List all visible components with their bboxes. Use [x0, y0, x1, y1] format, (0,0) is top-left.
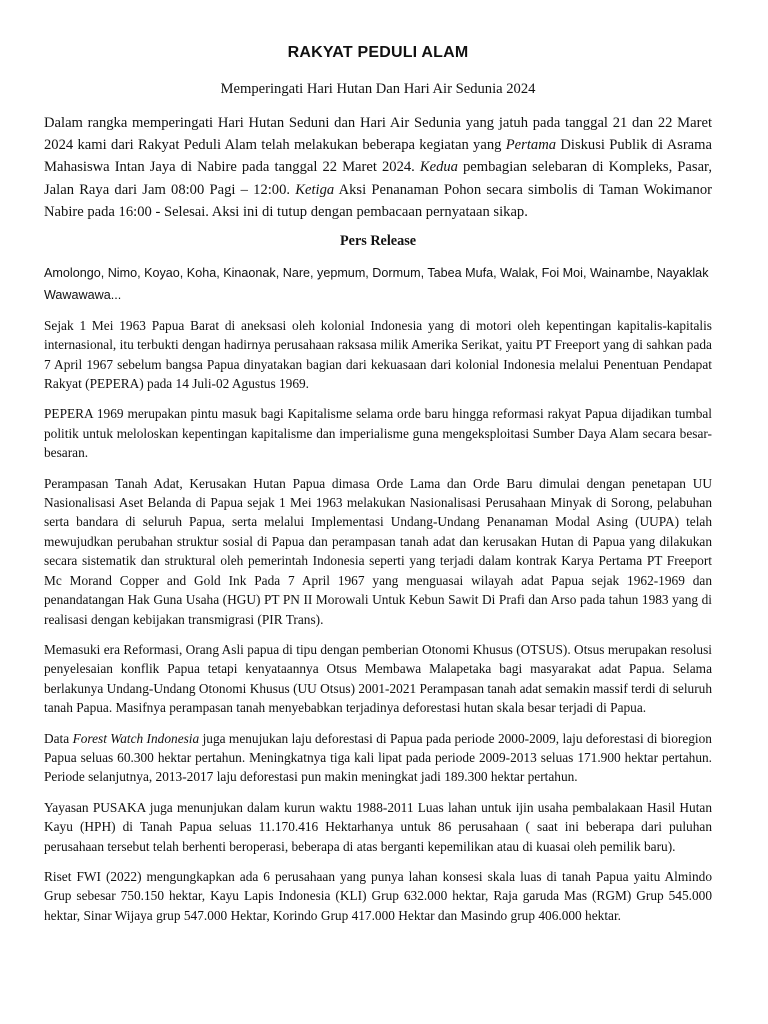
- document-subtitle: Memperingati Hari Hutan Dan Hari Air Sedunia 2024: [220, 81, 536, 97]
- body-paragraph-3: Perampasan Tanah Adat, Kerusakan Hutan Papua dimasa Orde Lama dan Orde Baru dimulai dengan penetapan UU Nasionalisasi Aset Belanda di Papua sejak 1 Mei 1963 melakukan Nasionalisasi Perusahaan Minyak di Sorong, pelabuhan serta bandara di seluruh Papua, serta melalui Implementasi Undang-Undang Penanaman Modal Asing (UUPA) telah mewujudkan perubahan struktur sosial di Papua dan perampasan tanah adat dan kerusakan Hutan di Papua yang dilakukan secara sistematik dan struktural oleh pemerintah Indonesia seperti yang terjadi dalam kontrak Karya Pertama PT Freeport Mc Morand Copper and Gold Ink Pada 7 April 1967 yang menguasai wilayah adat Papua sejak 1962-1969 dan penandatangan Hak Guna Usaha (HGU) PT PN II Morowali Untuk Kebun Sawit Di Prafi dan Arso pada tahun 1983 yang di realisasi dengan kebijakan transmigrasi (PIR Trans).: [44, 475, 712, 627]
- intro-text-3: pembagian selebaran di Kompleks, Pasar, Jalan Raya dari Jam 08:00 Pagi – 12:00.: [44, 159, 712, 198]
- body-paragraph-4: Memasuki era Reformasi, Orang Asli papua di tipu dengan pemberian Otonomi Khusus (OTSUS). Otsus merupakan resolusi penyelesaian konflik Papua tetapi kenyataannya Otsus Membawa Malapetaka bagi masyarakat adat Papua. Selama berlakunya Undang-Undang Otonomi Khusus (UU Otsus) 2001-2021 Perampasan tanah adat semakin massif terdi di seluruh tanah Papua. Masifnya perampasan tanah menyebabkan terjadinya deforestasi hutan skala besar terjadi di Papua.: [44, 641, 712, 716]
- intro-emphasis-pertama: Pertama: [505, 137, 557, 154]
- body-paragraph-5: [44, 729, 712, 787]
- body-paragraph-2: PEPERA 1969 merupakan pintu masuk bagi Kapitalisme selama orde baru hingga reformasi rakyat Papua dijadikan tumbal politik untuk meloloskan kepentingan kapitalisme dan imperialisme guna mengeksploitasi Sumber Daya Alam secara besar-besaran.: [44, 406, 712, 461]
- body-paragraph-1: Sejak 1 Mei 1963 Papua Barat di aneksasi oleh kolonial Indonesia yang di motori oleh kepentingan kapitalis-kapitalis internasional, itu terbukti dengan hadirnya perusahaan raksasa milik Amerika Serikat, yaitu PT Freeport yang di sahkan pada 7 April 1967 sebelum bangsa Papua dinyatakan bagian dari kekuasaan dari kolonial Indonesia melalui Penentuan Pendapat Rakyat (PEPERA) pada 14 Juli-02 Agustus 1969.: [44, 317, 712, 392]
- body-paragraph-6: Yayasan PUSAKA juga menunjukan dalam kurun waktu 1988-2011 Luas lahan untuk ijin usaha pembalakaan Hasil Hutan Kayu (HPH) di Tanah Papua seluas 11.170.416 Hektarhanya untuk 86 perusahaan ( saat ini beberapa dari puluhan perusahaan tersebut telah berhenti beroperasi, beberapa di atas berganti kepemilikan atau di kuasai oleh pemilik baru).: [44, 799, 712, 854]
- intro-emphasis-kedua: Kedua: [419, 159, 458, 176]
- intro-emphasis-ketiga: Ketiga: [295, 181, 335, 198]
- p5-text-1: Data: [44, 730, 73, 746]
- intro-text-1: Dalam rangka memperingati Hari Hutan Seduni dan Hari Air Sedunia yang jatuh pada tanggal 21 dan 22 Maret 2024 kami dari Rakyat Peduli Alam telah melakukan beberapa kegiatan yang: [44, 115, 712, 154]
- document-title: RAKYAT PEDULI ALAM: [287, 44, 469, 61]
- p5-text-2: juga menujukan laju deforestasi di Papua pada periode 2000-2009, laju deforestasi di bioregion Papua seluas 60.300 hektar pertahun. Meningkatnya tiga kali lipat pada periode 2009-2013 seluas 171.900 hektar pertahun. Periode selanjutnya, 2013-2017 laju deforestasi pun makin meningkat jadi 189.300 hektar pertahun.: [44, 730, 712, 785]
- intro-text-2: Diskusi Publik di Asrama Mahasiswa Intan Jaya di Nabire pada tanggal 22 Maret 2024.: [44, 137, 712, 176]
- p5-emphasis-fwi: Forest Watch Indonesia: [72, 730, 200, 746]
- greeting-paragraph: Amolongo, Nimo, Koyao, Koha, Kinaonak, Nare, yepmum, Dormum, Tabea Mufa, Walak, Foi Moi, Wainambe, Nayaklak Wawawawa...: [44, 266, 709, 303]
- intro-text-4: Aksi Penanaman Pohon secara simbolis di Taman Wokimanor Nabire pada 16:00 - Selesai. Aksi ini di tutup dengan pembacaan pernyataan sikap.: [44, 181, 712, 220]
- intro-paragraph: [44, 112, 712, 223]
- pers-release-heading: Pers Release: [339, 233, 417, 250]
- body-paragraph-7: Riset FWI (2022) mengungkapkan ada 6 perusahaan yang punya lahan konsesi skala luas di tanah Papua yaitu Almindo Grup sebesar 750.150 hektar, Kayu Lapis Indonesia (KLI) Grup 632.000 hektar, Raja garuda Mas (RGM) Grup 545.000 hektar, Sinar Wijaya grup 547.000 Hektar, Korindo Grup 417.000 Hektar dan Masindo grup 406.000 hektar.: [44, 868, 712, 923]
- document-page: [44, 44, 712, 936]
